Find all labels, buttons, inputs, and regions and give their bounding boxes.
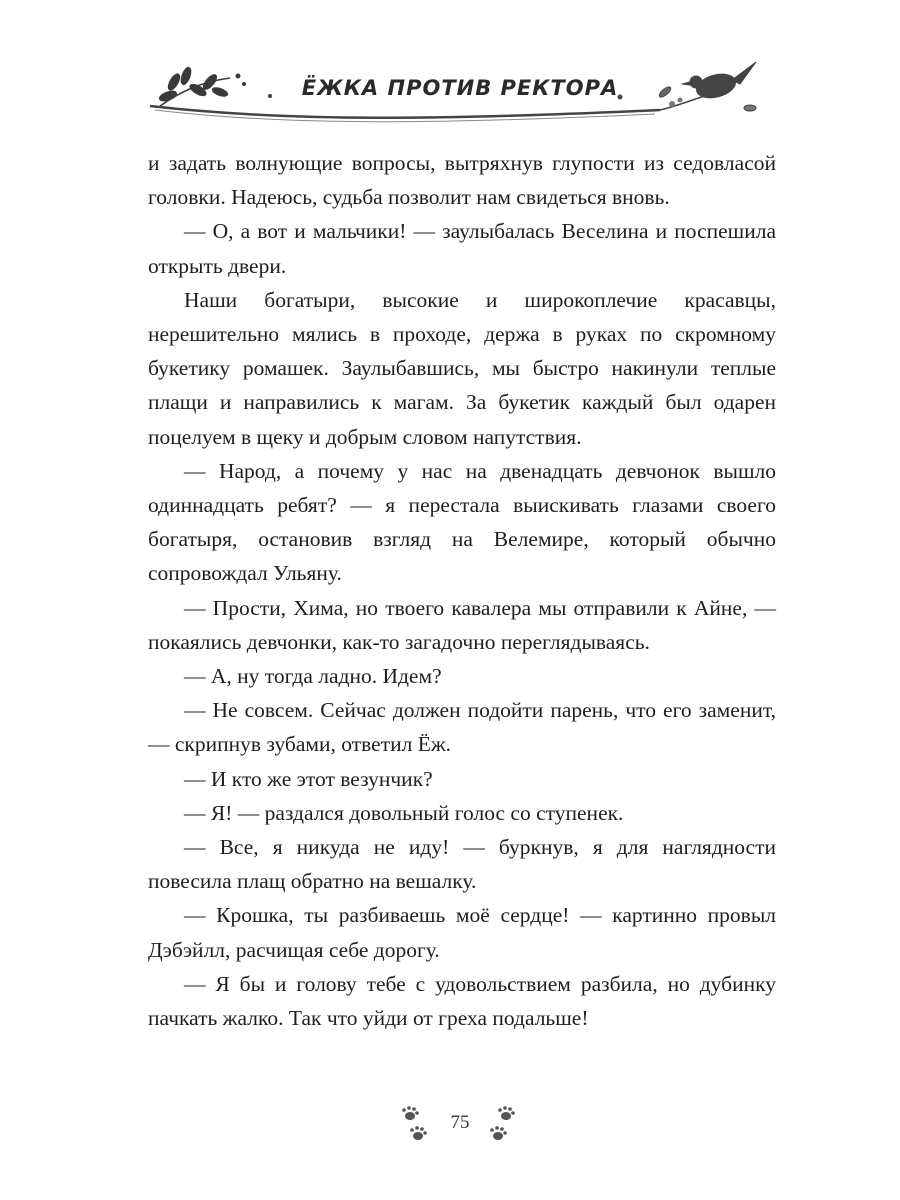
page-number: 75: [450, 1112, 470, 1133]
paragraph: — Не совсем. Сейчас должен подойти парень, что его заменит, — скрипнув зубами, ответил Ёж.: [148, 698, 776, 757]
paragraph: Наши богатыри, высокие и широкоплечие красавцы, нерешительно мялись в проходе, держа в руках по скромному букетику ромашек. Заулыбавшись, мы быстро накинули теплые плащи и направились к магам. За букетик каждый был одарен поцелуем в щеку и добрым словом напутствия.: [148, 287, 776, 449]
paragraph: — Крошка, ты разбиваешь моё сердце! — картинно провыл Дэбэйлл, расчищая себе дорогу.: [148, 903, 776, 962]
paragraph: и задать волнующие вопросы, вытряхнув глупости из седовласой головки. Надеюсь, судьба позволит нам свидеться вновь.: [148, 151, 776, 210]
book-title: ЁЖКА ПРОТИВ РЕКТОРА: [301, 76, 619, 100]
paragraph: — Прости, Хима, но твоего кавалера мы отправили к Айне, — покаялись девчонки, как-то загадочно переглядываясь.: [148, 595, 776, 654]
paragraph: — Я! — раздался довольный голос со ступенек.: [184, 800, 624, 825]
paragraph: — Все, я никуда не иду! — буркнув, я для наглядности повесила плащ обратно на вешалку.: [148, 835, 776, 894]
paragraph: — А, ну тогда ладно. Идем?: [184, 664, 442, 689]
paragraph: — Я бы и голову тебе с удовольствием разбила, но дубинку пачкать жалко. Так что уйди от греха подальше!: [148, 971, 776, 1031]
page-header: [140, 52, 780, 132]
paragraph: — О, а вот и мальчики! — заулыбалась Веселина и поспешила открыть двери.: [148, 219, 776, 278]
paragraph: — И кто же этот везунчик?: [184, 766, 433, 791]
page-footer: [380, 1100, 540, 1150]
page-body: [148, 146, 776, 1035]
paragraph: — Народ, а почему у нас на двенадцать девчонок вышло одиннадцать ребят? — я перестала выискивать глазами своего богатыря, остановив взгляд на Велемире, который обычно сопровождал Ульяну.: [148, 458, 776, 586]
